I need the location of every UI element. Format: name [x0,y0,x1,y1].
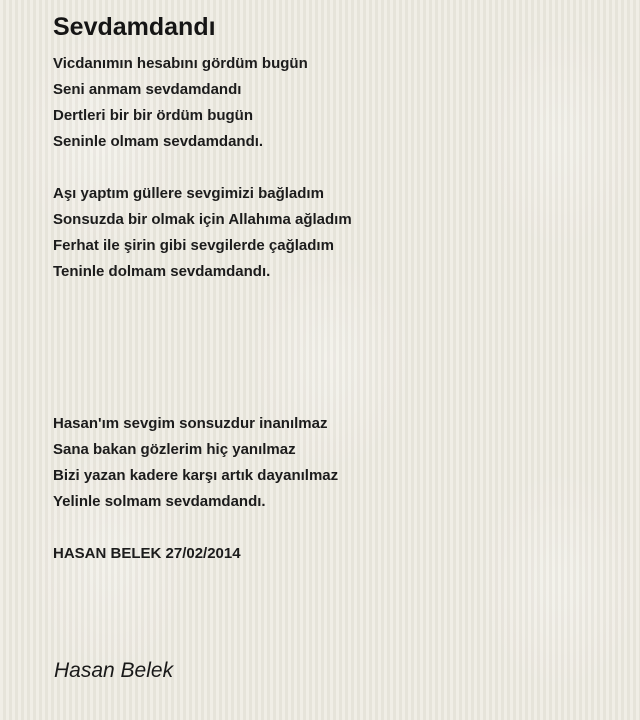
poem-line: Yelinle solmam sevdamdandı. [53,493,266,510]
poem-line: Hasan'ım sevgim sonsuzdur inanılmaz [53,415,328,432]
poem-line: Seninle olmam sevdamdandı. [53,133,264,150]
stanza-1 [53,51,308,155]
author-name: Hasan Belek [54,659,174,682]
poem-line: Vicdanımın hesabını gördüm bugün [53,55,308,72]
poem-signature: HASAN BELEK 27/02/2014 [53,545,241,562]
stanza-2 [53,181,352,285]
poem-line: Aşı yaptım güllere sevgimizi bağladım [53,185,324,202]
poem-title: Sevdamdandı [53,13,216,41]
stanza-3 [53,411,338,515]
poem-line: Seni anmam sevdamdandı [53,81,242,98]
poem-line: Sonsuzda bir olmak için Allahıma ağladım [53,211,352,228]
poem-line: Teninle dolmam sevdamdandı. [53,263,271,280]
poem-line: Sana bakan gözlerim hiç yanılmaz [53,441,296,458]
poem-line: Ferhat ile şirin gibi sevgilerde çağladım [53,237,334,254]
poem-line: Bizi yazan kadere karşı artık dayanılmaz [53,467,339,484]
poem-line: Dertleri bir bir ördüm bugün [53,107,254,124]
